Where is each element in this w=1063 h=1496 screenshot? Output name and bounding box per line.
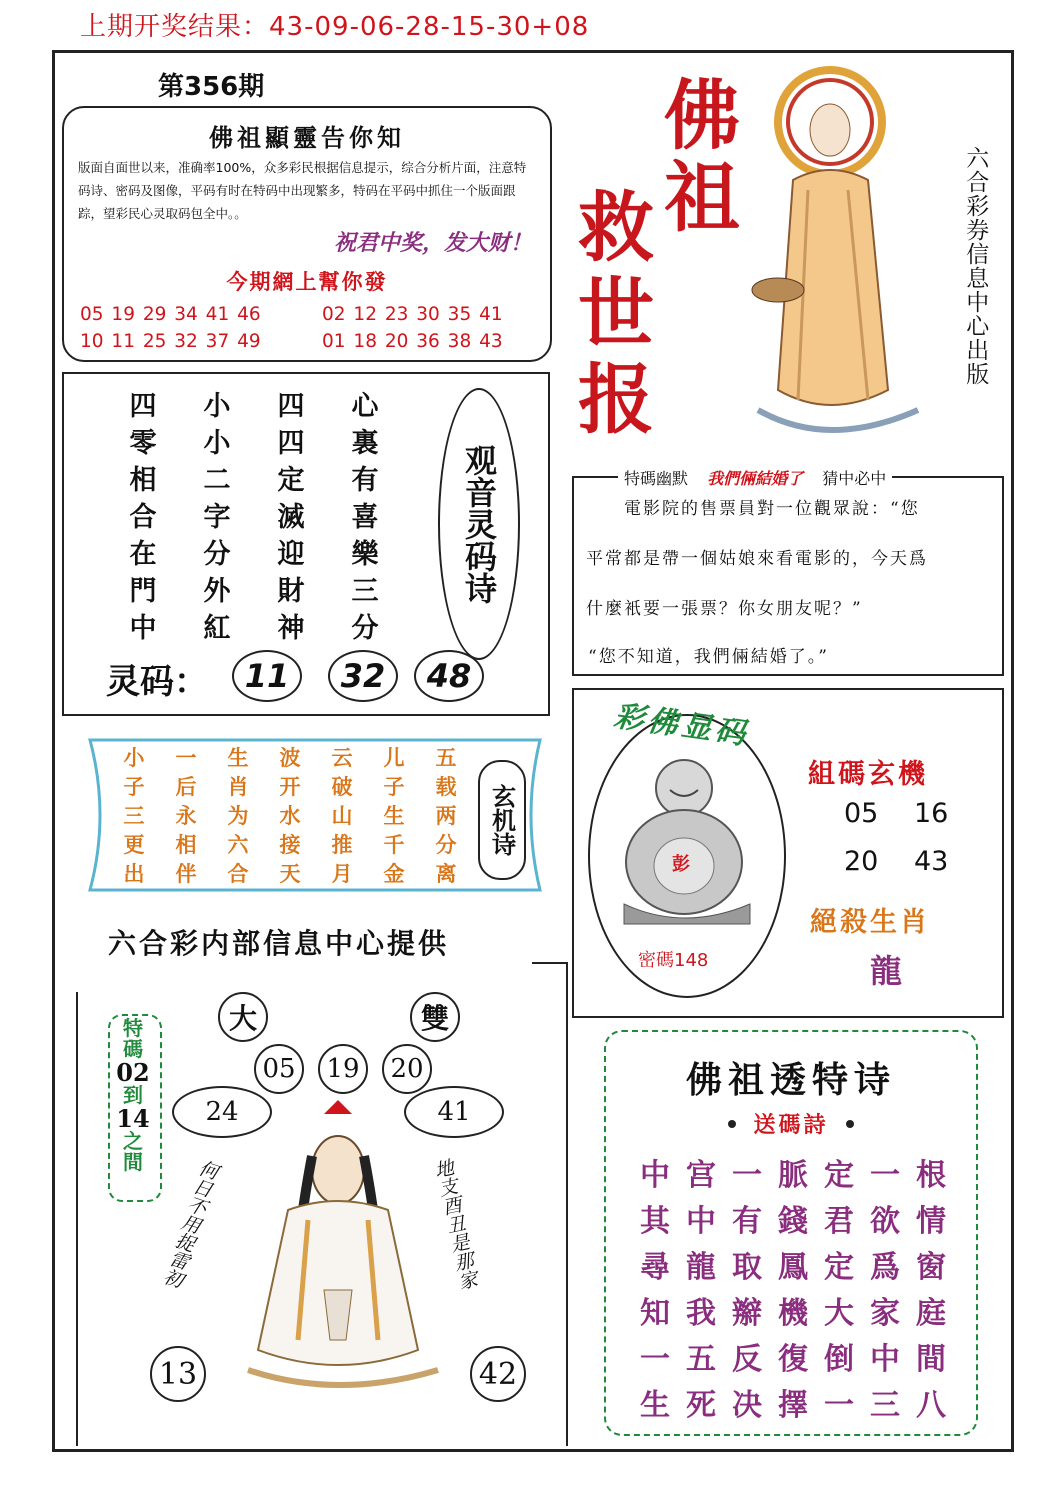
poem-char: 月 [331,861,353,886]
bullet-dot-icon [728,1120,736,1128]
poem-char: 金 [383,861,405,886]
poem-char: 伴 [175,861,197,886]
poem-char: 三 [870,1388,900,1423]
poem-char: 定 [277,465,305,496]
poem-char: 君 [824,1204,854,1239]
poem-char: 一 [870,1158,900,1193]
poem-char: 中 [129,613,157,644]
joke-line: 什麼衹要一張票？你女朋友呢？” [586,599,863,619]
poem-char: 爲 [870,1250,900,1285]
range-char: 特 [123,1016,143,1040]
poem-char: 定 [824,1250,854,1285]
xuanji-poem-label: 玄机诗 [478,760,526,880]
notice-subtitle: 今期網上幫你發 [226,270,388,294]
poem-char: 喜 [351,502,379,533]
special-left-poem: 何日不用捉雷初 [158,1156,221,1290]
poem-char: 反 [732,1342,762,1377]
guanyin-poem-box [62,372,550,716]
poem-char: 儿 [383,745,405,770]
notice-row1-right: 02 12 23 30 35 41 [322,304,503,325]
poem-char: 錢 [778,1204,808,1239]
buddha-code-box [572,688,1004,1018]
special-bottom-left-number: 13 [150,1346,206,1402]
poem-char: 小 [123,745,145,770]
poem-char: 知 [640,1296,670,1331]
buddha-code-title: 彩佛显码 [611,698,752,753]
poem-char: 波 [279,745,301,770]
special-left-oval: 24 [172,1086,272,1138]
special-top-number: 05 [254,1044,304,1094]
poem-char: 生 [383,803,405,828]
special-right-poem: 地支酉丑是那家 [429,1157,480,1292]
poem-char: 云 [331,745,353,770]
special-range-label [110,1018,156,1173]
poem-char: 家 [870,1296,900,1331]
last-result-label: 上期开奖结果： [80,12,270,42]
special-left-rule [76,992,78,1446]
notice-slogan: 祝君中奖，发大财！ [333,231,532,256]
foz-poem-subtitle: 送碼詩 [753,1112,829,1138]
poem-char: 一 [732,1158,762,1193]
poem-char: 分 [435,832,457,857]
poem-char: 一 [175,745,197,770]
provider-text: 六合彩内部信息中心提供 [108,927,450,960]
poem-char: 字 [203,502,231,533]
poem-char: 破 [331,774,353,799]
special-top-number: 20 [382,1044,432,1094]
poem-char: 機 [778,1296,808,1331]
poem-char: 山 [331,803,353,828]
poem-char: 倒 [824,1342,854,1377]
poem-char: 后 [175,774,197,799]
notice-title: 佛祖顯靈告你知 [209,123,405,152]
poem-char: 中 [686,1204,716,1239]
poem-char: 两 [435,803,457,828]
range-number: 14 [116,1104,150,1134]
range-char: 之 [123,1129,143,1154]
poem-char: 其 [640,1204,670,1239]
range-char: 間 [123,1150,143,1175]
lingma-number: 32 [328,650,398,702]
notice-row2-right: 01 18 20 36 38 43 [322,331,503,352]
poem-char: 神 [277,613,305,644]
poem-char: 四 [277,428,305,459]
poem-char: 三 [123,803,145,828]
range-char: 到 [123,1083,143,1108]
poem-char: 龍 [686,1250,716,1285]
poem-char: 脈 [778,1158,808,1193]
poem-char: 復 [778,1342,808,1377]
foz-poem-box [604,1030,978,1436]
poem-char: 定 [824,1158,854,1193]
masthead-char-4: 世 [578,269,654,358]
poem-char: 合 [129,502,157,533]
special-bottom-right-number: 42 [470,1346,526,1402]
buddha-mima: 密碼148 [638,950,709,971]
masthead-side-text: 六合彩券信息中心出版 [962,146,989,386]
poem-char: 滅 [277,502,305,533]
masthead-char-3: 救 [578,183,654,272]
joke-header-left: 特碼幽默 [624,469,689,488]
buddha-figure-char: 彭 [672,854,690,875]
bullet-dot-icon [846,1120,854,1128]
last-result [80,6,589,43]
notice-body: 版面自面世以来，准确率100%，众多彩民根据信息提示，综合分析片面，注意特码诗、密码及图像，平码有时在特码中出现繁多，特码在平码中抓住一个版面跟踪，望彩民心灵取码包全中。。 [78,160,527,221]
poem-char: 分 [203,539,231,570]
joke-line: “您不知道，我們倆結婚了。” [588,647,829,667]
joke-header [618,466,892,489]
poem-char: 辮 [732,1296,762,1331]
lingma-label: 灵码： [106,662,208,702]
poem-char: 更 [123,832,145,857]
zuma-title: 組碼玄機 [808,759,928,790]
poem-char: 樂 [351,539,379,570]
poem-char: 有 [732,1204,762,1239]
poem-char: 零 [129,428,157,459]
zuma-number: 05 [844,798,879,829]
poem-char: 心 [351,391,379,422]
poem-char: 小 [203,428,231,459]
poem-char: 死 [686,1388,716,1423]
range-char: 碼 [123,1037,143,1061]
poem-char: 迎 [277,539,305,570]
poem-char: 在 [129,539,157,570]
poem-char: 相 [175,832,197,857]
poem-char: 庭 [916,1296,946,1331]
poem-char: 窗 [916,1250,946,1285]
poem-char: 生 [227,745,249,770]
joke-header-mid: 我們倆結婚了 [707,469,804,488]
poem-char: 生 [640,1388,670,1423]
issue-number: 第356期 [158,72,265,102]
poem-char: 三 [351,576,379,607]
last-result-numbers: 43-09-06-28-15-30+08 [269,12,590,42]
poem-char: 四 [277,391,305,422]
poem-char: 千 [383,832,405,857]
poem-char: 擇 [778,1388,808,1423]
zuma-number: 20 [844,846,879,877]
poem-char: 相 [129,465,157,496]
guanyin-seated-illustration [228,1100,456,1402]
poem-char: 六 [227,832,249,857]
zuma-number: 16 [914,798,949,829]
poem-char: 肖 [227,774,249,799]
guanyin-standing-illustration [738,60,950,460]
poem-char: 八 [916,1388,946,1423]
poem-char: 载 [435,774,457,799]
poem-char: 子 [383,774,405,799]
poem-char: 根 [916,1158,946,1193]
joke-header-right: 猜中必中 [822,469,887,488]
joke-line: 電影院的售票員對一位觀眾說：“您 [624,499,920,519]
poem-char: 为 [227,803,249,828]
poem-char: 間 [916,1342,946,1377]
poem-char: 四 [129,391,157,422]
poem-char: 中 [640,1158,670,1193]
zuma-number: 43 [914,846,949,877]
jueshai-title: 絕殺生肖 [810,907,930,938]
xuanji-poem-grid [108,742,472,887]
poem-char: 离 [435,861,457,886]
special-right-oval: 41 [404,1086,504,1138]
poem-char: 紅 [203,613,231,644]
foz-poem-grid [632,1150,954,1426]
poem-char: 情 [916,1204,946,1239]
poem-char: 外 [203,576,231,607]
poem-char: 二 [203,465,231,496]
poem-char: 一 [824,1388,854,1423]
notice-row1-left: 05 19 29 34 41 46 [80,304,261,325]
joke-line: 平常都是帶一個姑娘來看電影的，今天爲 [586,549,928,569]
notice-row2-left: 10 11 25 32 37 49 [80,331,261,352]
foz-poem-title: 佛祖透特诗 [685,1059,896,1101]
foz-poem-subtitle-row [606,1108,976,1139]
lingma-number: 48 [414,650,484,702]
masthead-char-1: 佛 [664,71,740,160]
poem-char: 五 [686,1342,716,1377]
poem-char: 一 [640,1342,670,1377]
poem-char: 出 [123,861,145,886]
poem-char: 我 [686,1296,716,1331]
joke-box [572,469,1004,676]
poem-char: 推 [331,832,353,857]
poem-char: 子 [123,774,145,799]
masthead-char-5: 报 [578,355,654,444]
poem-char: 鳳 [778,1250,808,1285]
poem-char: 有 [351,465,379,496]
poem-char: 財 [277,576,305,607]
poem-char: 尋 [640,1250,670,1285]
poem-char: 取 [732,1250,762,1285]
poem-char: 开 [279,774,301,799]
poem-char: 合 [227,861,249,886]
provider-rule [532,962,568,964]
poem-char: 大 [824,1296,854,1331]
poem-char: 接 [279,832,301,857]
double-badge: 雙 [410,992,460,1042]
special-top-number: 19 [318,1044,368,1094]
poem-char: 小 [203,391,231,422]
poem-char: 分 [351,613,379,644]
jueshai-zodiac: 龍 [870,952,903,990]
masthead-char-2: 祖 [664,153,740,242]
poem-char: 中 [870,1342,900,1377]
range-number: 02 [116,1058,150,1087]
guanyin-poem-grid [106,384,402,643]
poem-char: 裏 [351,428,379,459]
big-badge: 大 [218,992,268,1042]
provider-divider [566,962,568,1446]
poem-char: 欲 [870,1204,900,1239]
guanyin-poem-label: 观音灵码诗 [438,388,520,660]
notice-box [62,106,552,362]
poem-char: 門 [129,576,157,607]
poem-char: 永 [175,803,197,828]
poem-char: 决 [732,1388,762,1423]
laughing-buddha-illustration [610,754,760,934]
poem-char: 水 [279,803,301,828]
lingma-number: 11 [232,650,302,702]
poem-char: 五 [435,745,457,770]
poem-char: 宫 [686,1158,716,1193]
poem-char: 天 [279,861,301,886]
